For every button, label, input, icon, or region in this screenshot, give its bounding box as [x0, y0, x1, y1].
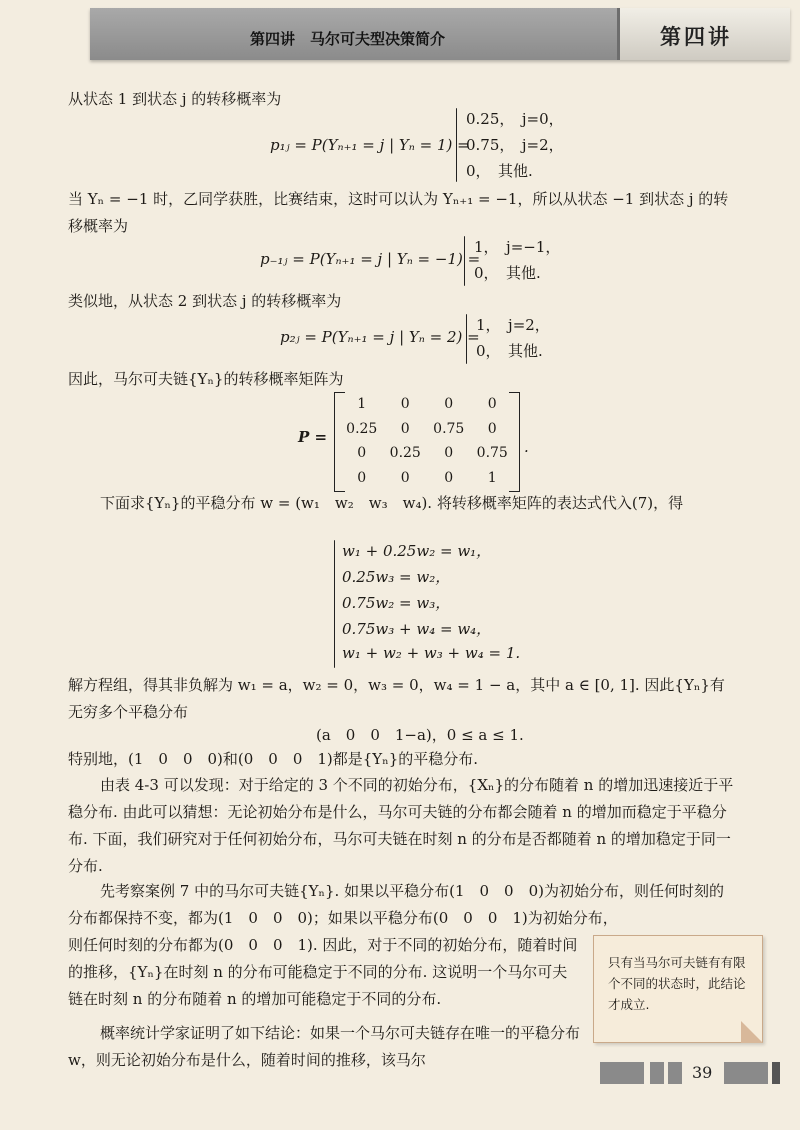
- matrix-cell: 1: [487, 469, 497, 486]
- footer-bar: [650, 1062, 664, 1084]
- equation-1-case-2: 0.75， j=2，: [466, 136, 564, 154]
- system-eq-1: w₁ + 0.25w₂ = w₁，: [342, 542, 492, 560]
- equation-3-lhs: p₂ⱼ = P(Yₙ₊₁ = j | Yₙ = 2) =: [280, 328, 480, 346]
- matrix-cell: 0: [444, 445, 454, 462]
- matrix-cell: 0: [444, 396, 454, 413]
- matrix-label: P =: [298, 428, 328, 446]
- paragraph-6: 解方程组，得其非负解为 w₁ = a，w₂ = 0，w₃ = 0，w₄ = 1 − a，其中 a ∈ [0, 1]. 因此{Yₙ}有无穷多个平稳分布: [68, 676, 725, 721]
- note-fold: [741, 1021, 763, 1043]
- matrix-cell: 0: [400, 420, 410, 437]
- equation-2-brace: [464, 236, 465, 286]
- equation-1-lhs: p₁ⱼ = P(Yₙ₊₁ = j | Yₙ = 1) =: [270, 136, 470, 154]
- equation-3-case-2: 0， 其他.: [476, 342, 543, 360]
- paragraph-8: 由表 4-3 可以发现：对于给定的 3 个不同的初始分布，{Xₙ}的分布随着 n 的增加迅速接近于平稳分布. 由此可以猜想：无论初始分布是什么，马尔可夫链的分布都会随着 n 的增加而稳定于平稳分布. 下面，我们研究对于任何初始分布，马尔可夫链在时刻 n 的分布是否都随着 n 的增加稳定于同一分布.: [68, 776, 734, 875]
- paragraph-9a: 先考察案例 7 中的马尔可夫链{Yₙ}. 如果以平稳分布(1 0 0 0)为初始分布，则任何时刻的分布都保持不变，都为(1 0 0 0)；如果以平稳分布(0 0 0 1)为初始分布，: [68, 882, 724, 927]
- footer-bar: [724, 1062, 768, 1084]
- equation-2-case-1: 1， j=−1，: [474, 238, 561, 256]
- chapter-tag: [617, 8, 790, 60]
- matrix-cell: 0: [487, 396, 497, 413]
- matrix-end: .: [524, 438, 529, 456]
- chapter-tag-text: 第四讲: [660, 25, 732, 49]
- equation-2-lhs: p₋₁ⱼ = P(Yₙ₊₁ = j | Yₙ = −1) =: [260, 250, 481, 268]
- paragraph-5: 下面求{Yₙ}的平稳分布 w = (w₁ w₂ w₃ w₄). 将转移概率矩阵的表达式代入(7)，得: [100, 494, 684, 512]
- matrix-cell: 0: [444, 469, 454, 486]
- side-note: [593, 935, 763, 1043]
- paragraph-1: 从状态 1 到状态 j 的转移概率为: [68, 90, 282, 108]
- chapter-title: 第四讲 马尔可夫型决策简介: [250, 30, 446, 48]
- matrix-row: [340, 392, 514, 417]
- paragraph-4: 因此，马尔可夫链{Yₙ}的转移概率矩阵为: [68, 370, 344, 388]
- matrix-cell: 0: [400, 396, 410, 413]
- system-eq-2: 0.25w₃ = w₂，: [342, 568, 451, 586]
- transition-matrix: [334, 392, 520, 490]
- matrix-cell: 0.75: [433, 420, 465, 437]
- footer-bar: [600, 1062, 644, 1084]
- equation-4: (a 0 0 1−a)，0 ≤ a ≤ 1.: [316, 726, 524, 744]
- system-brace: [334, 540, 335, 668]
- matrix-cell: 0: [357, 445, 367, 462]
- page-header: [90, 8, 790, 60]
- matrix-table: [340, 392, 514, 490]
- equation-1-brace: [456, 108, 457, 182]
- paragraph-9b: 则任何时刻的分布都为(0 0 0 1). 因此，对于不同的初始分布，随着时间的推移，{Yₙ}在时刻 n 的分布可能稳定于不同的分布. 这说明一个马尔可夫链在时刻 n 的分布随着 n 的增加可能稳定于不同的分布.: [68, 936, 578, 1008]
- matrix-row: [340, 441, 514, 466]
- equation-3-brace: [466, 314, 467, 364]
- matrix-cell: 0: [487, 420, 497, 437]
- paragraph-10: 概率统计学家证明了如下结论：如果一个马尔可夫链存在唯一的平稳分布 w，则无论初始分布是什么，随着时间的推移，该马尔: [68, 1024, 581, 1069]
- matrix-cell: 0.25: [346, 420, 378, 437]
- paragraph-7: 特别地，(1 0 0 0)和(0 0 0 1)都是{Yₙ}的平稳分布.: [68, 750, 479, 768]
- equation-1-case-3: 0， 其他.: [466, 162, 533, 180]
- system-eq-4: 0.75w₃ + w₄ = w₄，: [342, 620, 492, 638]
- matrix-cell: 0.75: [476, 445, 508, 462]
- equation-3-case-1: 1， j=2，: [476, 316, 550, 334]
- equation-2-case-2: 0， 其他.: [474, 264, 541, 282]
- equation-1-case-1: 0.25， j=0，: [466, 110, 564, 128]
- footer-bar: [668, 1062, 682, 1084]
- matrix-cell: 1: [357, 396, 367, 413]
- system-eq-5: w₁ + w₂ + w₃ + w₄ = 1.: [342, 644, 521, 662]
- page-number: 39: [692, 1063, 713, 1082]
- paragraph-2: 当 Yₙ = −1 时，乙同学获胜，比赛结束，这时可以认为 Yₙ₊₁ = −1，所以从状态 −1 到状态 j 的转移概率为: [68, 190, 729, 235]
- matrix-cell: 0.25: [389, 445, 421, 462]
- matrix-row: [340, 417, 514, 442]
- side-note-text: 只有当马尔可夫链有有限个不同的状态时，此结论才成立.: [608, 955, 746, 1012]
- matrix-row: [340, 466, 514, 491]
- matrix-cell: 0: [357, 469, 367, 486]
- matrix-cell: 0: [400, 469, 410, 486]
- footer-bar: [772, 1062, 780, 1084]
- system-eq-3: 0.75w₂ = w₃，: [342, 594, 451, 612]
- paragraph-3: 类似地，从状态 2 到状态 j 的转移概率为: [68, 292, 342, 310]
